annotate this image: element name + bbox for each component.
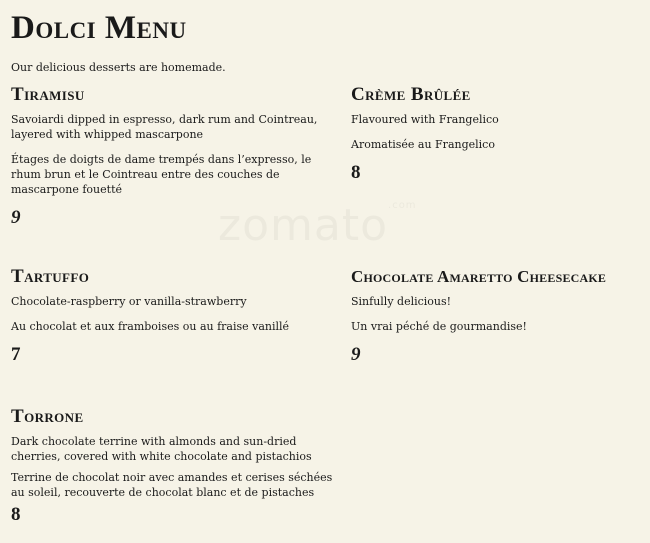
watermark-suffix: .com [388, 200, 417, 211]
menu-item-tartuffo [11, 266, 341, 366]
watermark-text: zomato [218, 200, 389, 251]
item-name: Crème Brûlée [351, 84, 471, 105]
item-price: 9 [351, 344, 361, 365]
item-description-fr: Étages de doigts de dame trempés dans l’expresso, le rhum brun et le Cointreau entre des couches de mascarpone fouetté [11, 153, 312, 196]
item-description-en: Sinfully delicious! [351, 295, 452, 308]
item-price: 8 [351, 162, 361, 183]
menu-item-chocolate-amaretto-cheesecake [351, 266, 648, 366]
item-name: Tartuffo [11, 266, 90, 287]
item-name: Tiramisu [11, 84, 85, 105]
item-description-en: Chocolate-raspberry or vanilla-strawberry [11, 295, 247, 308]
item-price: 7 [11, 344, 21, 365]
item-description-en: Savoiardi dipped in espresso, dark rum and Cointreau, layered with whipped mascarpone [11, 113, 318, 141]
item-price: 9 [11, 207, 21, 228]
item-description-fr: Au chocolat et aux framboises ou au fraise vanillé [11, 320, 290, 333]
item-name: Chocolate Amaretto Cheesecake [351, 267, 607, 286]
item-description-en: Flavoured with Frangelico [351, 113, 499, 126]
menu-item-creme-brulee [351, 84, 646, 184]
menu-subtitle: Our delicious desserts are homemade. [11, 61, 226, 74]
item-description-fr: Aromatisée au Frangelico [351, 138, 495, 151]
menu-item-tiramisu [11, 84, 341, 229]
page-title: Dolci Menu [11, 10, 187, 46]
item-price: 8 [11, 504, 21, 525]
item-description-fr: Terrine de chocolat noir avec amandes et cerises séchées au soleil, recouverte de chocolat blanc et de pistaches [11, 471, 333, 499]
menu-item-torrone [11, 406, 341, 526]
item-description-en: Dark chocolate terrine with almonds and sun-dried cherries, covered with white chocolate and pistachios [11, 435, 312, 463]
item-name: Torrone [11, 406, 84, 427]
item-description-fr: Un vrai péché de gourmandise! [351, 320, 527, 333]
